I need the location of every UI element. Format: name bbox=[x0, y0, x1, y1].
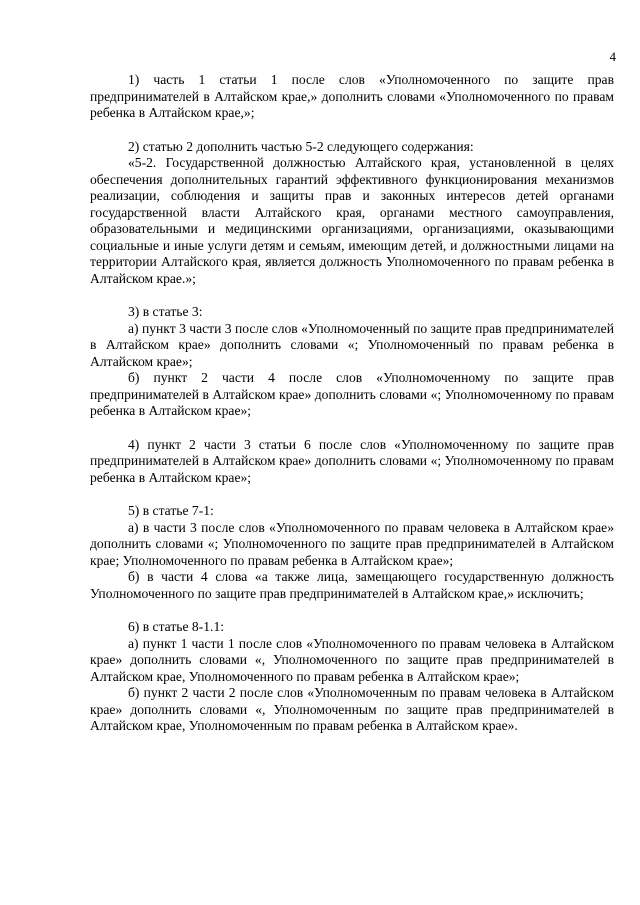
item-3-subitem-a: а) пункт 3 части 3 после слов «Уполномоченный по защите прав предпринимателей в Алтайском крае» дополнить словами «; Уполномоченный по правам ребенка в Алтайском крае»; bbox=[90, 320, 614, 369]
item-2-heading: 2) статью 2 дополнить частью 5-2 следующего содержания: bbox=[128, 138, 474, 154]
page-number: 4 bbox=[609, 49, 616, 64]
item-6-subitem-b: б) пункт 2 части 2 после слов «Уполномоченным по правам человека в Алтайском крае» дополнить словами «, Уполномоченным по защите прав предпринимателей в Алтайском крае, Уполномоченным по правам ребенка в Алтайском крае». bbox=[90, 685, 614, 733]
spacer bbox=[90, 420, 614, 437]
item-5-heading: 5) в статье 7-1: bbox=[128, 503, 214, 518]
spacer bbox=[90, 486, 614, 503]
document-body bbox=[90, 72, 614, 735]
item-1-paragraph: 1) часть 1 статьи 1 после слов «Уполномоченного по защите прав предпринимателей в Алтайском крае,» дополнить словами «Уполномоченного по правам ребенка в Алтайском крае,»; bbox=[90, 72, 614, 120]
spacer bbox=[90, 602, 614, 619]
item-6-heading: 6) в статье 8-1.1: bbox=[128, 619, 225, 634]
item-5-subitem-b: б) в части 4 слова «а также лица, замещающего государственную должность Уполномоченного по защите прав предпринимателей в Алтайском крае,» исключить; bbox=[90, 569, 614, 601]
item-6-subitem-a: а) пункт 1 части 1 после слов «Уполномоченного по правам человека в Алтайском крае» дополнить словами «, Уполномоченного по защите прав предпринимателей в Алтайском крае, Уполномоченного по правам ребенка в Алтайском крае»; bbox=[90, 635, 614, 684]
spacer bbox=[90, 287, 614, 304]
item-5-subitem-a: а) в части 3 после слов «Уполномоченного по правам человека в Алтайском крае» дополнить словами «; Уполномоченного по защите прав предпринимателей в Алтайском крае; Уполномоченного по правам ребенка в Алтайском крае»; bbox=[90, 519, 614, 568]
item-4-paragraph: 4) пункт 2 части 3 статьи 6 после слов «Уполномоченному по защите прав предпринимателей в Алтайском крае» дополнить словами «; Уполномоченному по правам ребенка в Алтайском крае»; bbox=[90, 436, 614, 485]
spacer bbox=[90, 122, 614, 139]
item-2-quoted-text: «5-2. Государственной должностью Алтайского края, установленной в целях обеспечения дополнительных гарантий эффективного функционирования механизмов реализации, соблюдения и защиты прав и законных интересов детей органами государственной власти Алтайского края, органами местного самоуправления, образовательными и медицинскими организациями, организациями, оказывающими социальные и иные услуги детям и семьям, имеющим детей, и должностными лицами на территории Алтайского края, является должность Уполномоченного по правам ребенка в Алтайском крае.»; bbox=[90, 155, 614, 286]
item-3-subitem-b: б) пункт 2 части 4 после слов «Уполномоченному по защите прав предпринимателей в Алтайском крае» дополнить словами «; Уполномоченному по правам ребенка в Алтайском крае»; bbox=[90, 370, 614, 418]
item-3-heading: 3) в статье 3: bbox=[128, 304, 203, 319]
